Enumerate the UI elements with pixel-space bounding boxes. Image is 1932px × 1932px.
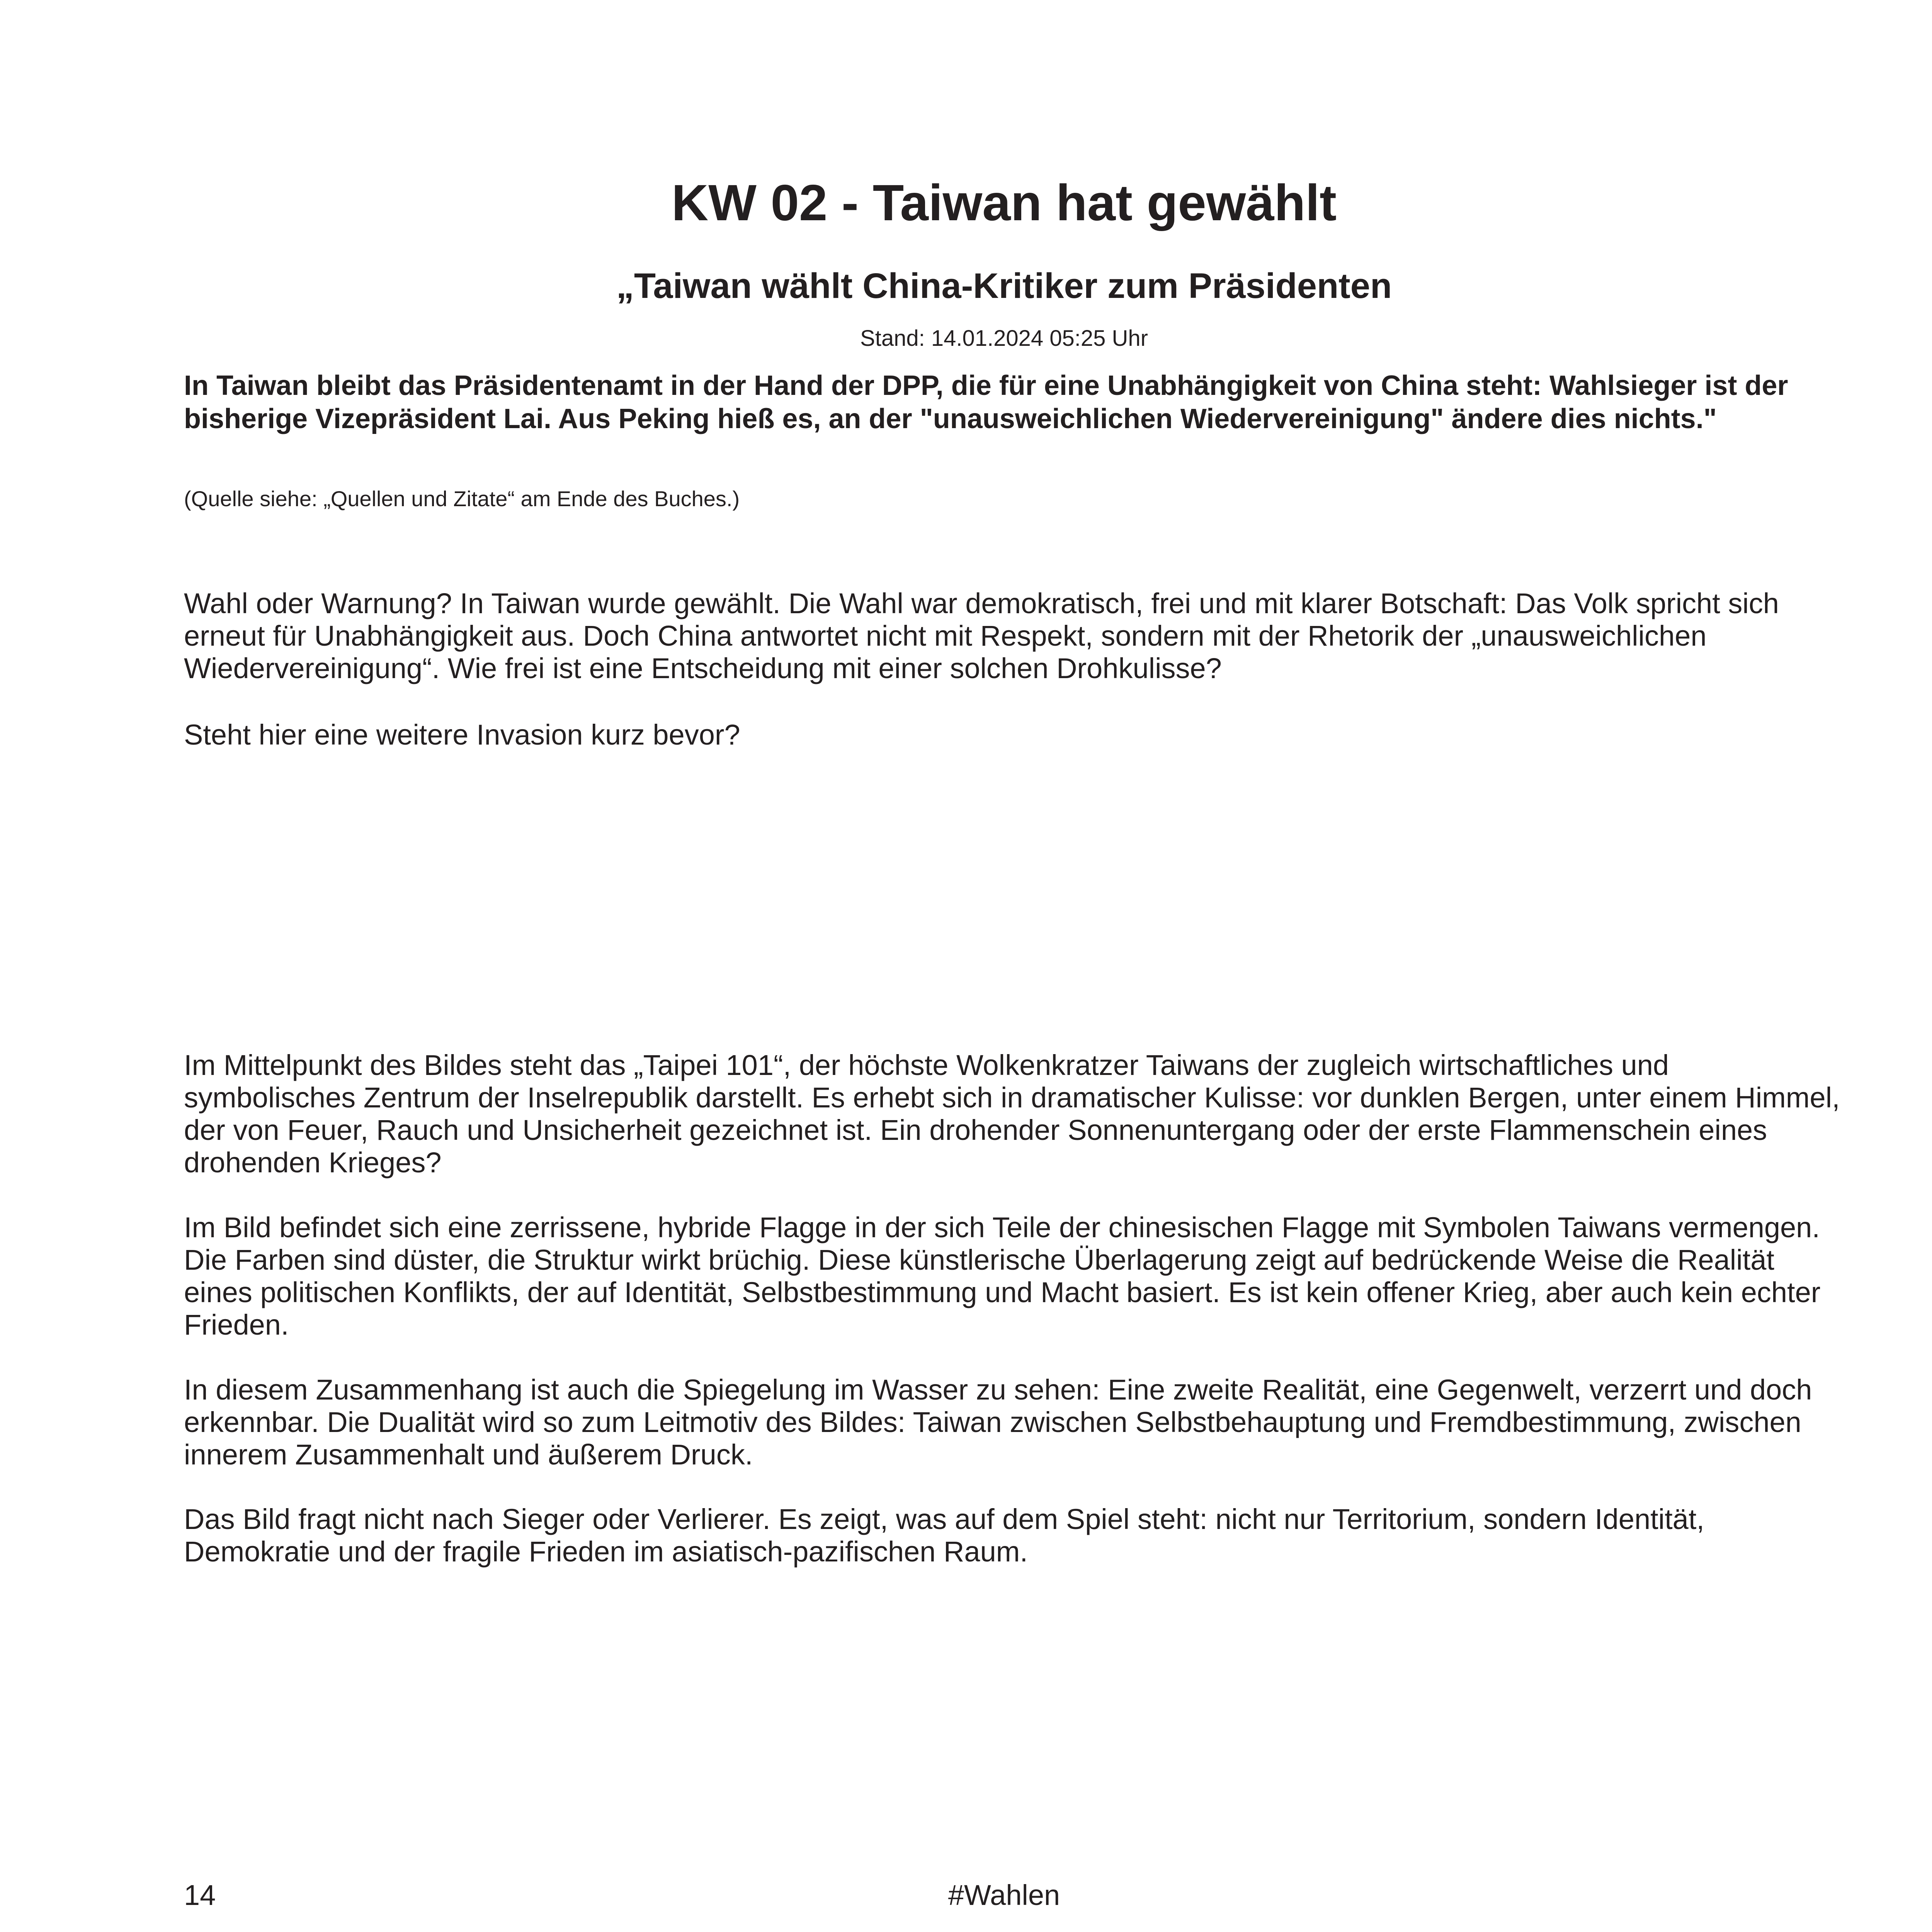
body-paragraph-3: Im Mittelpunkt des Bildes steht das „Taipei 101“, der höchste Wolkenkratzer Taiwans der zugleich wirtschaftliches und symbolisches Zentrum der Inselrepublik darstellt. Es erhebt sich in dramatischer Kulisse: vor dunklen Bergen, unter einem Himmel, der von Feuer, Rauch und Unsicherheit gezeichnet ist. Ein drohender Sonnenuntergang oder der erste Flammenschein eines drohenden Krieges?: [184, 1049, 1840, 1179]
article-headline: „Taiwan wählt China-Kritiker zum Präsidenten: [616, 266, 1392, 306]
body-paragraph-5: In diesem Zusammenhang ist auch die Spiegelung im Wasser zu sehen: Eine zweite Realität, eine Gegenwelt, verzerrt und doch erkennbar. Die Dualität wird so zum Leitmotiv des Bildes: Taiwan zwischen Selbstbehauptung und Fremdbestimmung, zwischen innerem Zusammenhalt und äußerem Druck.: [184, 1374, 1812, 1471]
lead-paragraph: In Taiwan bleibt das Präsidentenamt in der Hand der DPP, die für eine Unabhängigkeit von China steht: Wahlsieger ist der bisherige Vizepräsident Lai. Aus Peking hieß es, an der "unausweichlichen Wiedervereinigung" ändere dies nichts.": [184, 370, 1788, 434]
body-paragraph-1: Wahl oder Warnung? In Taiwan wurde gewählt. Die Wahl war demokratisch, frei und mit klarer Botschaft: Das Volk spricht sich erneut für Unabhängigkeit aus. Doch China antwortet nicht mit Respekt, sondern mit der Rhetorik der „unausweichlichen Wiedervereinigung“. Wie frei ist eine Entscheidung mit einer solchen Drohkulisse?: [184, 587, 1779, 684]
body-paragraph-4: Im Bild befindet sich eine zerrissene, hybride Flagge in der sich Teile der chinesischen Flagge mit Symbolen Taiwans vermengen. Die Farben sind düster, die Struktur wirkt brüchig. Diese künstlerische Überlagerung zeigt auf bedrückende Weise die Realität eines politischen Konflikts, der auf Identität, Selbstbestimmung und Macht basiert. Es ist kein offener Krieg, aber auch kein echter Frieden.: [184, 1211, 1821, 1341]
timestamp: Stand: 14.01.2024 05:25 Uhr: [860, 326, 1148, 351]
body-paragraph-2: Steht hier eine weitere Invasion kurz bevor?: [184, 719, 740, 751]
page-title: KW 02 - Taiwan hat gewählt: [671, 174, 1337, 231]
page-number: 14: [184, 1879, 216, 1911]
body-paragraph-6: Das Bild fragt nicht nach Sieger oder Verlierer. Es zeigt, was auf dem Spiel steht: nicht nur Territorium, sondern Identität, Demokratie und der fragile Frieden im asiatisch-pazifischen Raum.: [184, 1503, 1704, 1568]
source-note: (Quelle siehe: „Quellen und Zitate“ am Ende des Buches.): [184, 486, 740, 511]
footer-hashtag: #Wahlen: [948, 1879, 1060, 1911]
